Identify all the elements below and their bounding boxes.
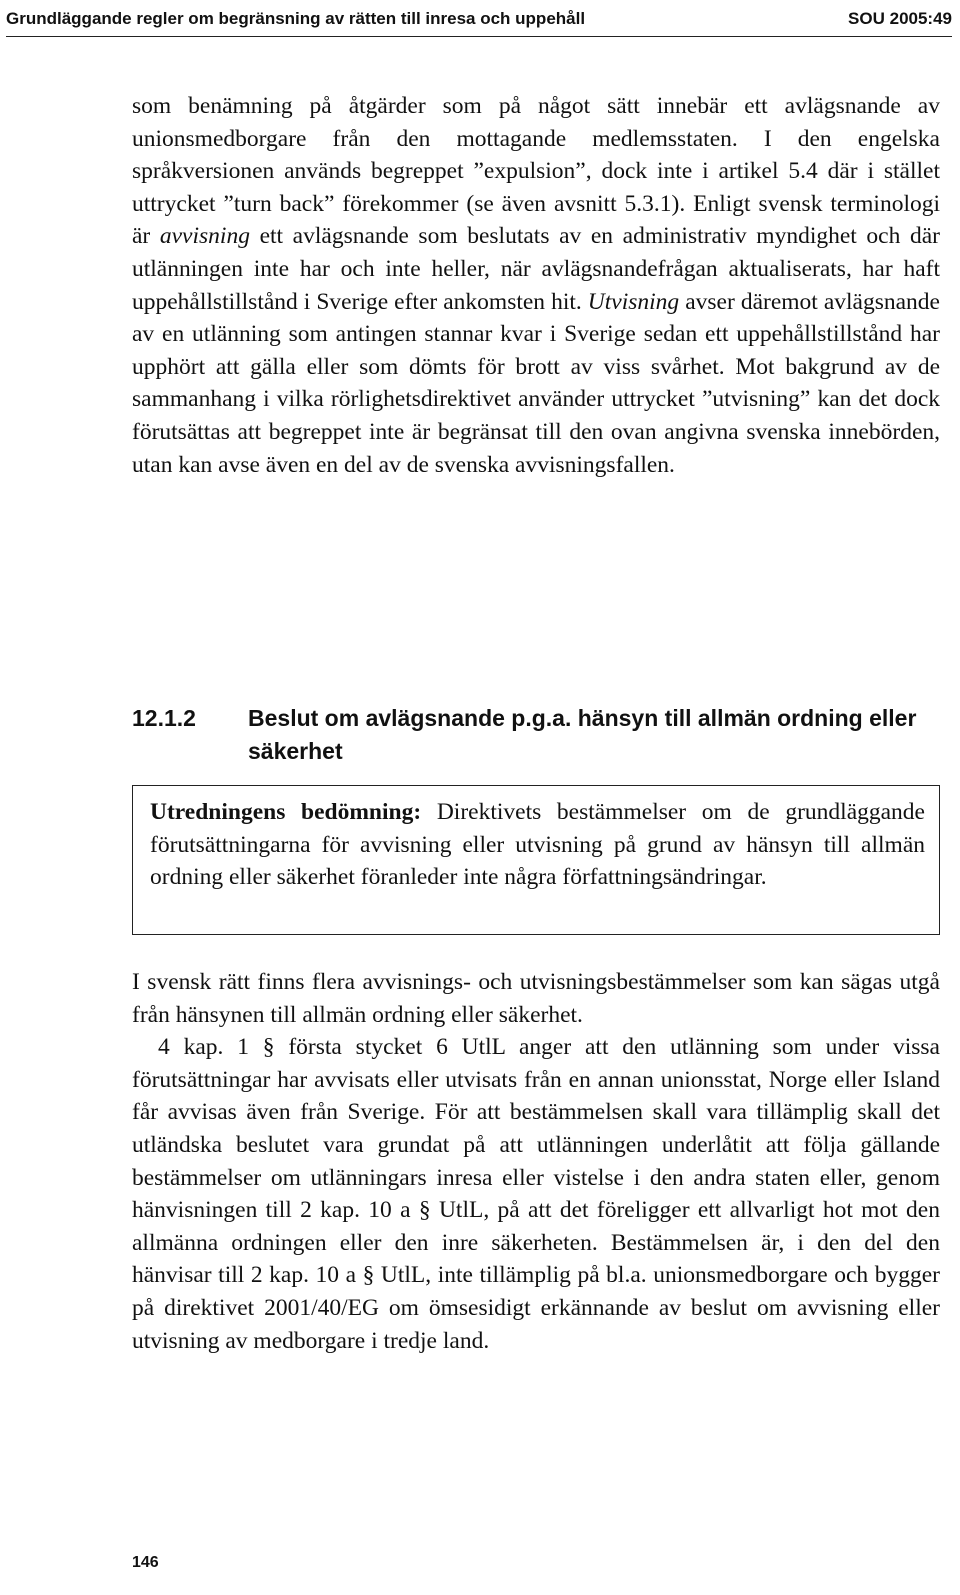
paragraph-swedish-law: I svensk rätt finns flera avvisnings- och utvisningsbestämmelser som kan sägas utgå från hänsynen till allmän ordning eller säkerhet. (132, 969, 940, 1028)
section-title: Beslut om avlägsnande p.g.a. hänsyn till allmän ordning eller säkerhet (248, 705, 917, 764)
para1-text-2: ett avlägsnande som beslutats av en administrativ myndighet och där utlänningen inte har och inte heller, när avlägsnandefrågan aktualiserats, har haft uppehållstillstånd i Sverige efter ankomsten hit. (132, 223, 940, 315)
assessment-text (150, 796, 925, 894)
term-utvisning: Utvisning (587, 288, 680, 315)
header-title: Grundläggande regler om begränsning av rätten till inresa och uppehåll (6, 9, 586, 28)
page-number: 146 (132, 1554, 159, 1571)
assessment-body: Direktivets bestämmelser om de grundläggande förutsättningarna för avvisning eller utvisning på grund av hänsyn till allmän ordning eller säkerhet föranleder inte några författningsändringar. (150, 799, 925, 891)
para1-text-3: avser däremot avlägsnande av en utlänning som antingen stannar kvar i Sverige sedan ett uppehållstillstånd har upphört att gälla eller som dömts för brott av viss svårhet. Mot bakgrund av de sammanhang i vilka rörlighetsdirektivet använder uttrycket ”utvisning” kan det dock förutsättas att begreppet inte är begränsat till den ovan angivna svenska innebörden, utan kan avse även en del av de svenska avvisningsfallen. (132, 288, 940, 478)
term-avvisning: avvisning (159, 223, 250, 250)
header-doc-ref: SOU 2005:49 (848, 9, 952, 28)
paragraph-utll: 4 kap. 1 § första stycket 6 UtlL anger att den utlänning som under vissa förutsättningar har avvisats eller utvisats från en annan unionsstat, Norge eller Island får avvisas även från Sverige. För att bestämmelsen skall vara tillämplig skall det utländska beslutet vara grundat på att utlänningen underlåtit att följa gällande bestämmelser om utlänningars inresa eller vistelse i den andra staten eller, genom hänvisningen till 2 kap. 10 a § UtlL, på att det föreligger ett allvarligt hot mot den allmänna ordningen eller den inre säkerheten. Bestämmelsen är, i den del den hänvisar till 2 kap. 10 a § UtlL, inte tillämplig på bl.a. unionsmedborgare och bygger på direktivet 2001/40/EG om ömsesidigt erkännande av beslut om avvisning eller utvisning av medborgare i tredje land. (132, 1034, 940, 1354)
para1-text-1: som benämning på åtgärder som på något sätt innebär ett avlägsnande av unionsmedborgare från den mottagande medlemsstaten. I den engelska språkversionen används begreppet ”expulsion”, dock inte i artikel 5.4 där i stället uttrycket ”turn back” förekommer (se även avsnitt 5.3.1). Enligt svensk terminologi är (132, 93, 940, 250)
running-header (6, 2, 952, 37)
paragraphs-legal (132, 966, 940, 1357)
section-heading (132, 702, 940, 768)
section-number: 12.1.2 (132, 705, 196, 731)
paragraph-terminology (132, 90, 940, 481)
assessment-label: Utredningens bedömning: (150, 799, 422, 825)
